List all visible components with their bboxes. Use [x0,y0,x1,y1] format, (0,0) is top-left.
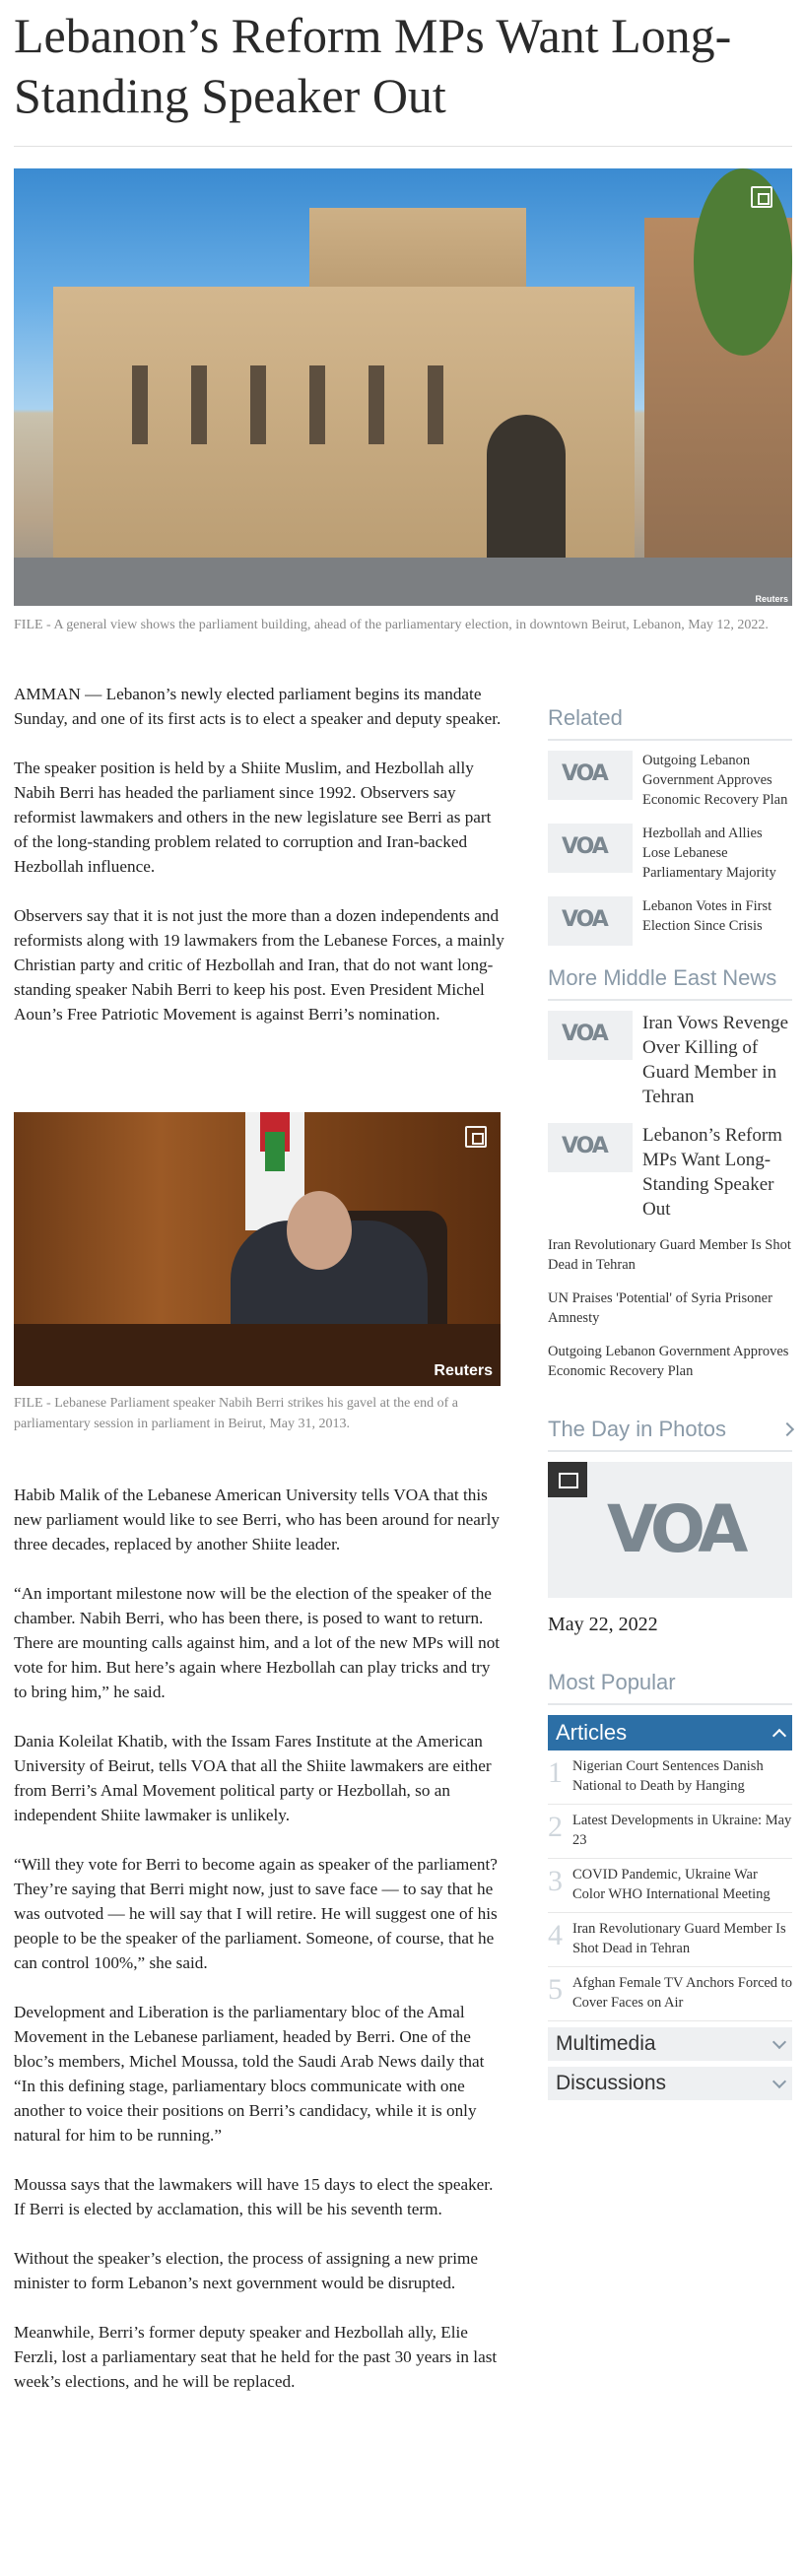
desk [14,1324,501,1386]
popular-rank: 2 [548,1811,563,1843]
hero-window [309,365,325,444]
popular-title[interactable]: Latest Developments in Ukraine: May 23 [572,1813,792,1848]
thumbnail[interactable] [548,751,633,800]
related-item-title[interactable]: Hezbollah and Allies Lose Lebanese Parliamentary Majority [642,826,776,881]
hero-window [250,365,266,444]
voa-logo-icon: VOA [607,1491,743,1567]
article-paragraph: AMMAN — Lebanon’s newly elected parliament begins its mandate Sunday, and one of its first acts is to elect a speaker and deputy speaker. [14,685,502,728]
article-paragraph: The speaker position is held by a Shiite Muslim, and Hezbollah ally Nabih Berri has headed the parliament since 1992. Observers say reformist lawmakers and others in the new legislature see Berri as part of the long-standing problem related to corruption and Iran-backed Hezbollah influence. [14,759,492,876]
expand-icon[interactable] [751,186,772,208]
article-paragraph: Observers say that it is not just the more than a dozen independents and reformists along with 19 lawmakers from the Lebanese Forces, a mainly Christian party and critic of Hezbollah and Iran, that do not want long-standing speaker Nabih Berri to keep his post. Even President Michel Aoun’s Free Patriotic Movement is against Berri’s nomination. [14,906,504,1024]
divider [548,739,792,741]
popular-item[interactable] [548,1805,792,1859]
popular-title[interactable]: Nigerian Court Sentences Danish National to Death by Hanging [572,1758,764,1794]
article-paragraph: Without the speaker’s election, the process of assigning a new prime minister to form Lebanon’s next government would be disrupted. [14,2249,479,2292]
divider [548,1703,792,1705]
article-title: Lebanon’s Reform MPs Want Long-Standing Speaker Out [14,8,732,123]
article-paragraph: Meanwhile, Berri’s former deputy speaker and Hezbollah ally, Elie Ferzli, lost a parliamentary seat that he held for the past 30 years in last week’s elections, and he will be replaced. [14,2323,498,2391]
popular-item[interactable] [548,1750,792,1805]
related-item[interactable] [548,896,792,946]
photo-credit: Reuters [434,1362,493,1379]
hero-window [132,365,148,444]
voa-logo-icon: VOA [562,1134,607,1158]
discussions-accordion[interactable] [548,2067,792,2100]
photo-credit: Reuters [755,594,788,604]
articles-tab-label: Articles [556,1720,628,1745]
article-paragraph: Habib Malik of the Lebanese American University tells VOA that this new parliament would like to see Berri, who has been around for nearly three decades, replaced by another Shiite leader. [14,1486,501,1553]
popular-item[interactable] [548,1913,792,1967]
voa-logo-icon: VOA [562,907,607,932]
expand-icon[interactable] [465,1126,487,1148]
hero-caption: FILE - A general view shows the parliament building, ahead of the parliamentary election, in downtown Beirut, Lebanon, May 12, 2022. [14,618,769,632]
chevron-right-icon[interactable] [780,1422,794,1436]
thumbnail[interactable] [548,1011,633,1060]
article-body-part-1 [14,682,506,1051]
voa-logo-icon: VOA [562,834,607,859]
chevron-down-icon[interactable] [772,2075,786,2088]
thumbnail[interactable] [548,824,633,873]
more-news-link[interactable]: UN Praises 'Potential' of Syria Prisoner Amnesty [548,1290,772,1326]
more-news-featured-item[interactable] [548,1011,792,1109]
related-heading: Related [548,705,623,730]
hero-street [14,558,792,606]
hero-window [428,365,443,444]
discussions-label: Discussions [556,2072,667,2094]
most-popular-heading: Most Popular [548,1670,676,1694]
popular-title[interactable]: COVID Pandemic, Ukraine War Color WHO International Meeting [572,1867,771,1902]
related-item[interactable] [548,824,792,883]
related-item-title[interactable]: Outgoing Lebanon Government Approves Economic Recovery Plan [642,753,788,808]
chevron-up-icon[interactable] [772,1729,786,1743]
article-paragraph: Dania Koleilat Khatib, with the Issam Fares Institute at the American University of Beirut, tells VOA that all the Shiite lawmakers are either from Berri’s Amal Movement political party or Hezbollah, so an independent Shiite lawmaker is unlikely. [14,1732,492,1824]
popular-item[interactable] [548,1967,792,2021]
popular-rank: 3 [548,1865,563,1897]
divider [548,1450,792,1452]
article-paragraph: “An important milestone now will be the election of the speaker of the chamber. Nabih Berri, who has been there, is posed to want to return. There are mounting calls against him, and a lot of the new MPs will not vote for him. But here’s again where Hezbollah can play tricks and try to bring him,” he said. [14,1584,501,1701]
day-in-photos-header[interactable] [548,1415,792,1444]
popular-item[interactable] [548,1859,792,1913]
article-body-part-2 [14,1483,506,2418]
hero-tree [694,168,792,356]
articles-tab[interactable] [548,1715,792,1750]
speaker-head [287,1191,352,1270]
multimedia-accordion[interactable] [548,2027,792,2061]
divider [548,999,792,1001]
more-news-link[interactable]: Outgoing Lebanon Government Approves Economic Recovery Plan [548,1344,789,1379]
popular-rank: 4 [548,1919,563,1951]
title-divider [14,146,792,147]
more-news-link[interactable]: Iran Revolutionary Guard Member Is Shot Dead in Tehran [548,1237,791,1273]
gallery-icon [548,1462,587,1497]
hero-window [191,365,207,444]
multimedia-label: Multimedia [556,2032,656,2055]
berri-photo[interactable] [14,1112,501,1386]
chevron-down-icon[interactable] [772,2035,786,2049]
hero-window [369,365,384,444]
hero-photo[interactable] [14,168,792,606]
flag-cedar [265,1132,285,1171]
sidebar [548,703,792,2100]
popular-rank: 1 [548,1756,563,1789]
berri-caption: FILE - Lebanese Parliament speaker Nabih Berri strikes his gavel at the end of a parliamentary session in parliament in Beirut, May 31, 2013. [14,1396,458,1431]
thumbnail[interactable] [548,1123,633,1172]
related-item[interactable] [548,751,792,810]
popular-title[interactable]: Afghan Female TV Anchors Forced to Cover Faces on Air [572,1975,792,2011]
more-news-heading: More Middle East News [548,965,777,990]
more-news-title[interactable]: Iran Vows Revenge Over Killing of Guard Member in Tehran [642,1013,789,1107]
more-news-featured-item[interactable] [548,1123,792,1222]
day-in-photos-date[interactable]: May 22, 2022 [548,1614,658,1635]
voa-logo-icon: VOA [562,761,607,786]
related-item-title[interactable]: Lebanon Votes in First Election Since Crisis [642,898,772,934]
day-in-photos-thumbnail[interactable] [548,1462,792,1598]
voa-logo-icon: VOA [562,1022,607,1046]
more-news-title[interactable]: Lebanon’s Reform MPs Want Long-Standing Speaker Out [642,1125,782,1220]
thumbnail[interactable] [548,896,633,946]
article-paragraph: Moussa says that the lawmakers will have 15 days to elect the speaker. If Berri is elected by acclamation, this will be his seventh term. [14,2175,494,2218]
popular-title[interactable]: Iran Revolutionary Guard Member Is Shot Dead in Tehran [572,1921,786,1956]
day-in-photos-heading[interactable]: The Day in Photos [548,1417,726,1441]
popular-rank: 5 [548,1973,563,2006]
article-paragraph: Development and Liberation is the parliamentary bloc of the Amal Movement in the Lebanese parliament, headed by Berri. One of the bloc’s members, Michel Moussa, told the Saudi Arab News daily that “In this defining stage, parliamentary blocs communicate with one another to voice their positions on Berri’s candidacy, while it is only natural for him to be running.” [14,2003,485,2145]
article-paragraph: “Will they vote for Berri to become again as speaker of the parliament? They’re saying that Berri might now, just to save face — to say that he was outvoted — he will say that I will retire. He will suggest one of his people to be the speaker of the parliament. Someone, of course, that he can control 100%,” she said. [14,1855,498,1972]
